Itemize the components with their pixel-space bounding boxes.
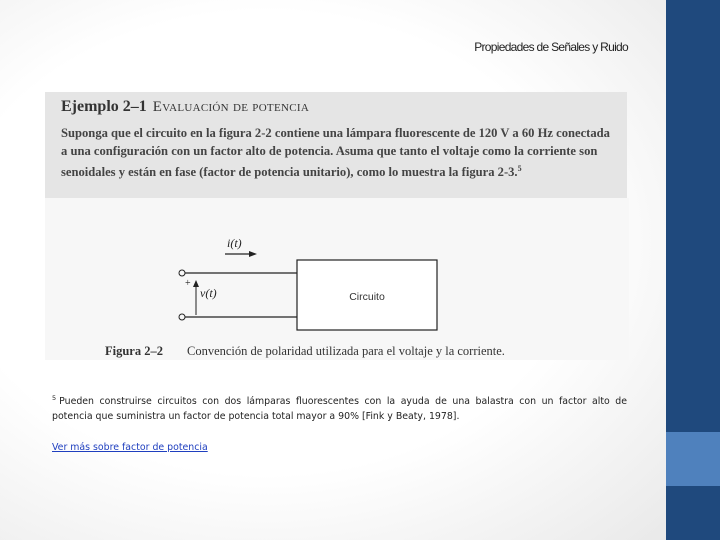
footnote-marker: 5 (52, 394, 57, 402)
power-factor-link[interactable]: Ver más sobre factor de potencia (52, 442, 208, 453)
current-label: i(t) (227, 236, 242, 250)
example-title: Evaluación de potencia (152, 99, 310, 115)
footnote (52, 391, 627, 424)
bottom-terminal (179, 314, 185, 320)
circuit-label: Circuito (349, 291, 385, 303)
voltage-arrow-head (193, 280, 199, 287)
side-stripe-accent (666, 432, 720, 486)
example-box (45, 92, 627, 198)
top-terminal (179, 270, 185, 276)
figure-caption-number: Figura 2–2 (105, 344, 163, 358)
current-arrow-head (249, 251, 257, 257)
example-heading (61, 98, 309, 116)
footnote-text: Pueden construirse circuitos con dos lámparas fluorescentes con la ayuda de una balastra con un factor alto de potencia que suministra un factor de potencia total mayor a 90% [Fink y Beaty, 1978]. (52, 396, 627, 423)
circuit-diagram (45, 198, 629, 360)
side-stripe-top (666, 0, 720, 432)
example-body (61, 124, 613, 181)
figure-caption-text: Convención de polaridad utilizada para el voltaje y la corriente. (187, 344, 505, 358)
side-stripe-bottom (666, 486, 720, 540)
circuit-figure (45, 198, 629, 360)
example-footnote-ref: 5 (517, 164, 522, 173)
example-number: Ejemplo 2–1 (61, 98, 147, 115)
slide-title: Propiedades de Señales y Ruido (474, 40, 628, 54)
example-body-text: Suponga que el circuito en la figura 2-2 contiene una lámpara fluorescente de 120 V a 60 Hz conectada a una configuración con un factor alto de potencia. Asuma que tanto el voltaje como la corriente son senoidales y están en fase (factor de potencia unitario), como lo muestra la figura 2-3. (61, 126, 610, 180)
voltage-label: v(t) (200, 286, 217, 300)
plus-sign: + (185, 278, 191, 289)
